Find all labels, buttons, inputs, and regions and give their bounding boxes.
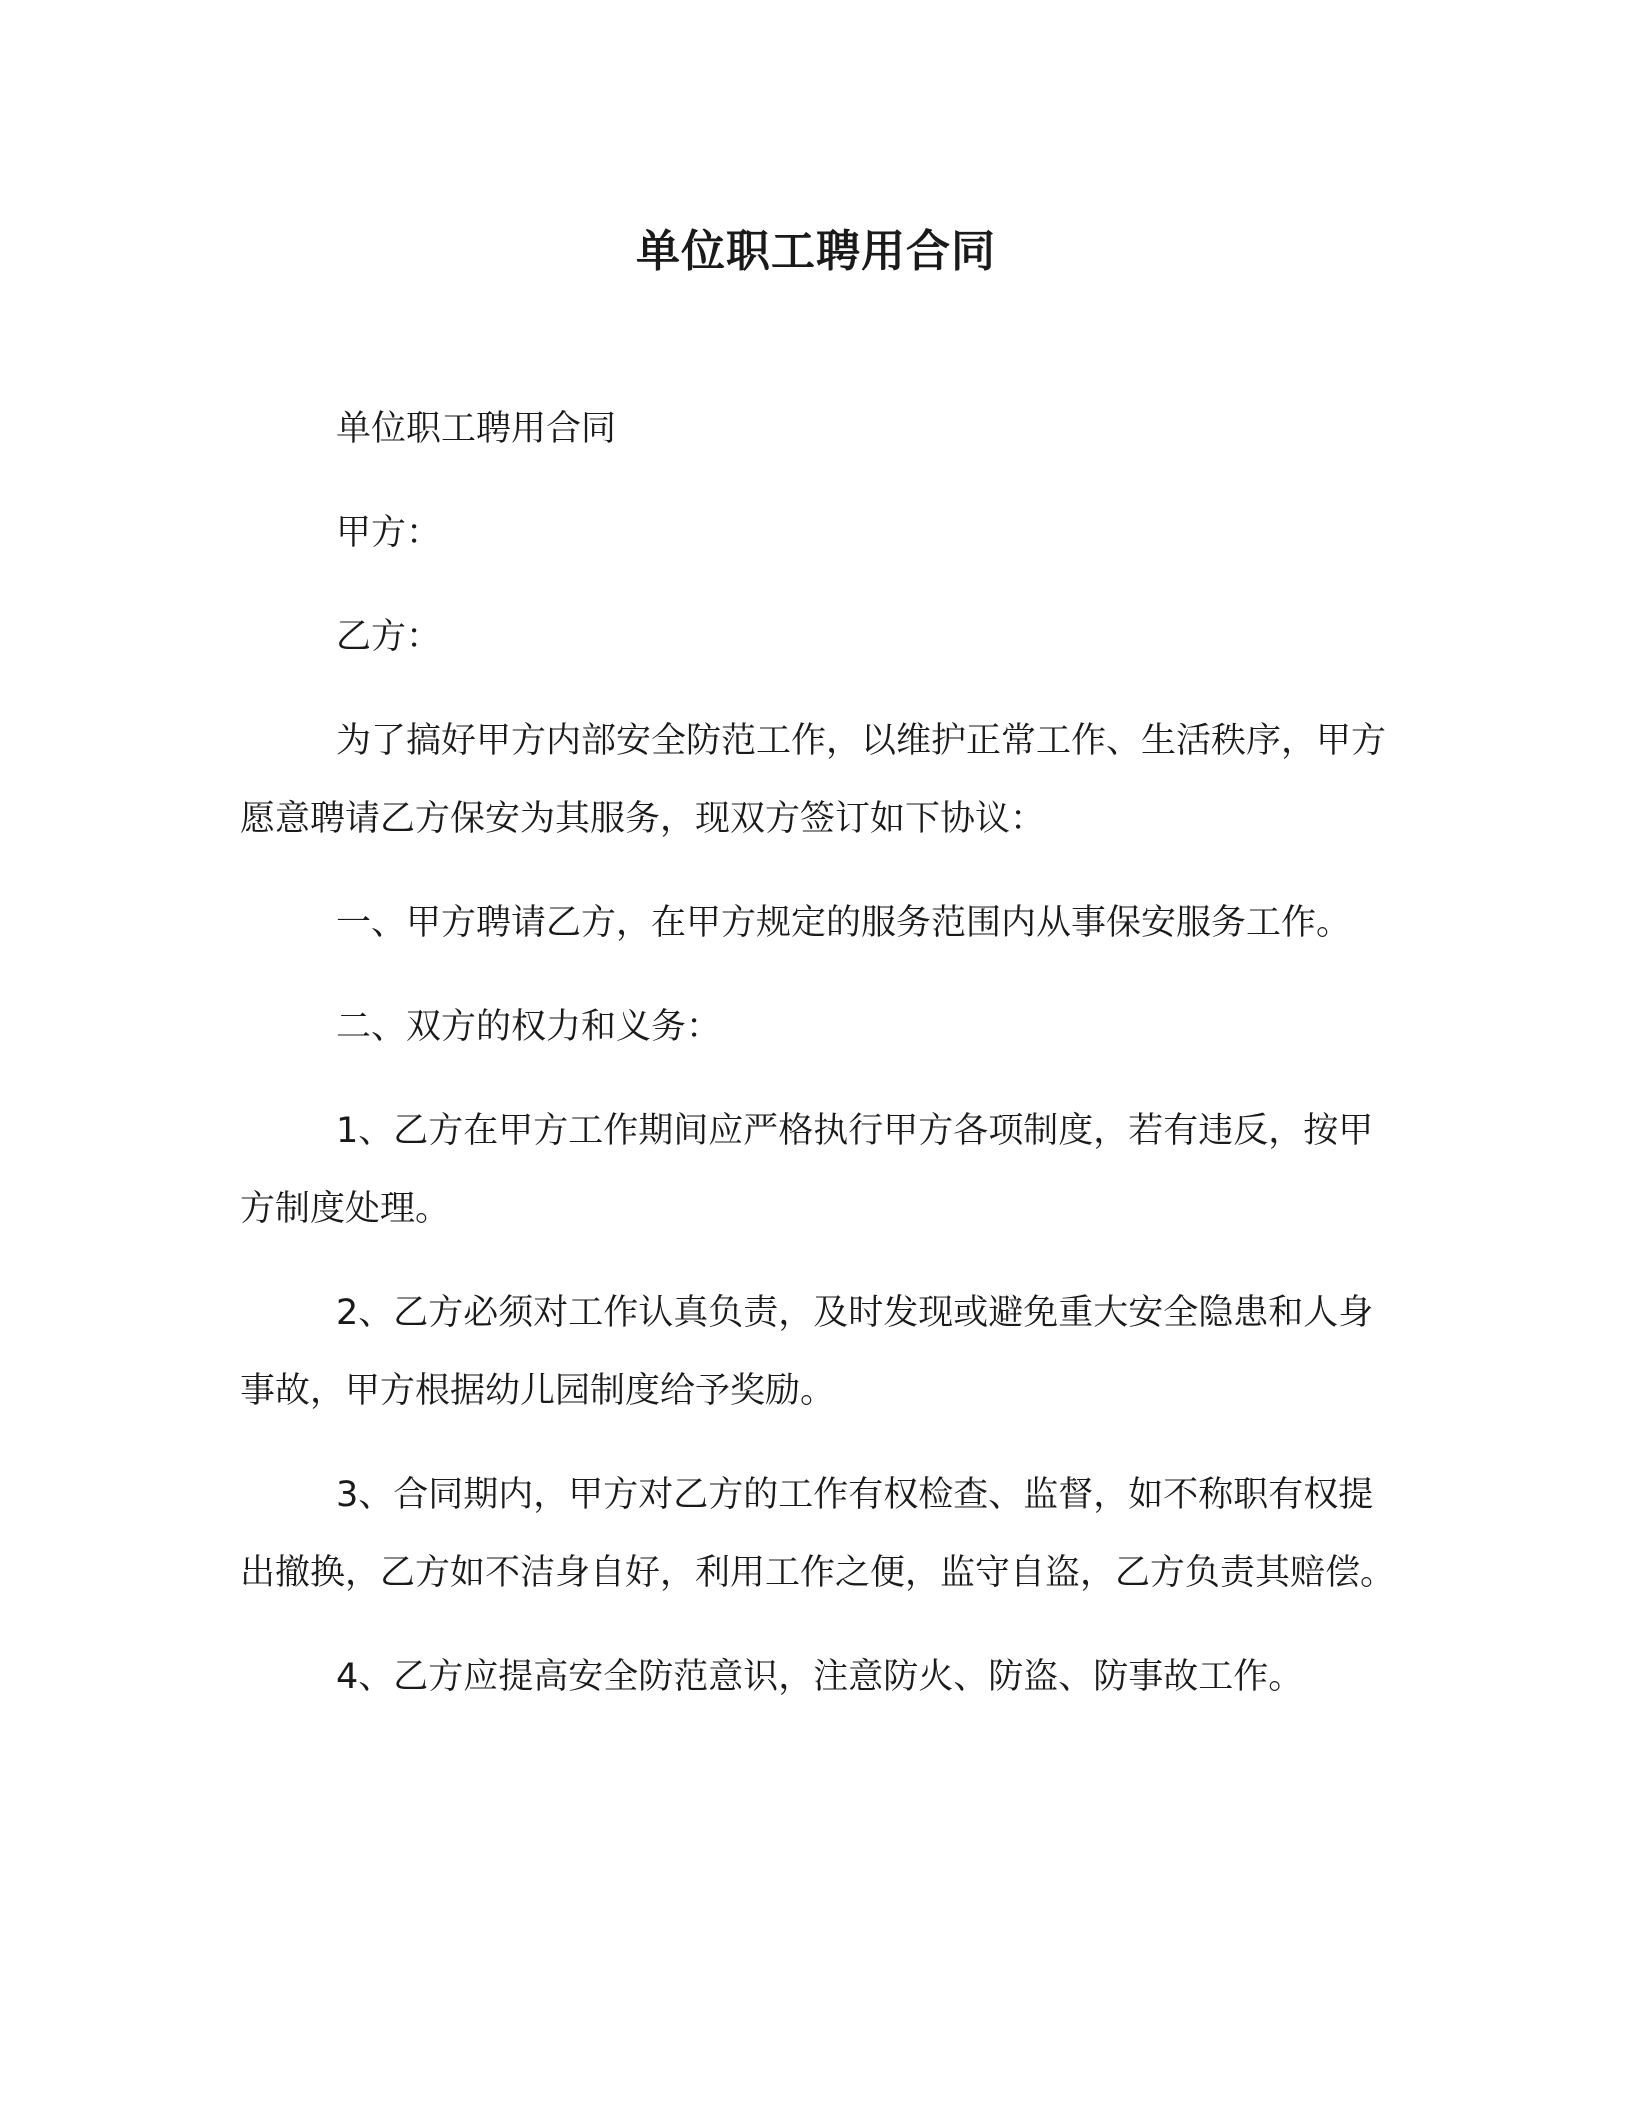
paragraph-clause-1: 一、甲方聘请乙方，在甲方规定的服务范围内从事保安服务工作。 bbox=[336, 903, 1352, 943]
paragraph-item-2: 2、乙方必须对工作认真负责，及时发现或避免重大安全隐患和人身事故，甲方根据幼儿园制度给予奖励。 bbox=[240, 1293, 1374, 1411]
paragraph-item-4: 4、乙方应提高安全防范意识，注意防火、防盗、防事故工作。 bbox=[336, 1657, 1304, 1697]
document-body bbox=[240, 390, 1400, 1742]
paragraph-item-3: 3、合同期内，甲方对乙方的工作有权检查、监督，如不称职有权提出撤换，乙方如不洁身自好，利用工作之便，监守自盗，乙方负责其赔偿。 bbox=[240, 1475, 1396, 1593]
document-title: 单位职工聘用合同 bbox=[636, 226, 996, 277]
paragraph-party-a: 甲方： bbox=[336, 513, 442, 553]
paragraph-party-b: 乙方： bbox=[336, 617, 442, 657]
paragraph-item-1: 1、乙方在甲方工作期间应严格执行甲方各项制度，若有违反，按甲方制度处理。 bbox=[240, 1111, 1374, 1229]
paragraph-clause-2: 二、双方的权力和义务： bbox=[336, 1007, 722, 1047]
paragraph-heading: 单位职工聘用合同 bbox=[336, 409, 617, 449]
paragraph-intro: 为了搞好甲方内部安全防范工作，以维护正常工作、生活秩序，甲方愿意聘请乙方保安为其服务，现双方签订如下协议： bbox=[240, 721, 1387, 839]
